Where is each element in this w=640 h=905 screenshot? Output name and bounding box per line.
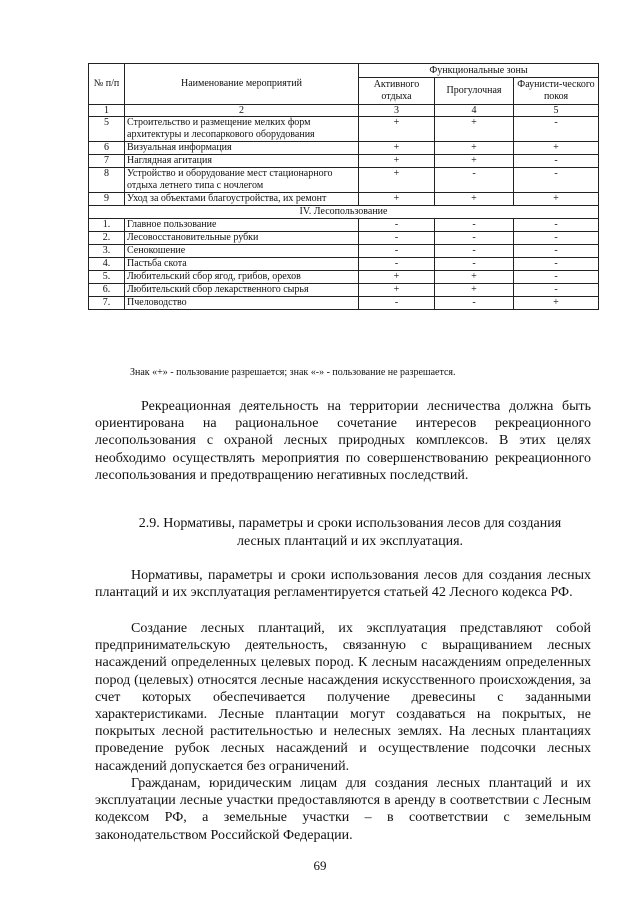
row-num: 6. xyxy=(89,284,125,297)
table-row xyxy=(89,155,599,168)
page-number: 69 xyxy=(313,858,327,873)
paragraph-plantations: Создание лесных плантаций, их эксплуатация представляют собой предпринимательскую деятельность, связанную с выращиванием лесных насаждений определенных целевых пород. К лесным насаждениям определенных пород (целевых) относятся лесные насаждения искусственного происхождения, за счет которых обеспечивается получение древесины с заданными характеристиками. Лесные плантации могут создаваться на покрытых, не покрытых лесной растительностью и нелесных землях. На лесных плантациях проведение рубок лесных насаждений и осуществление подсочки лесных насаждений допускается без ограничений. xyxy=(95,621,591,774)
functional-zones-table xyxy=(88,63,599,310)
row-walk: - xyxy=(435,232,514,245)
row-walk: + xyxy=(435,117,514,142)
row-walk: - xyxy=(435,258,514,271)
row-active: + xyxy=(359,284,435,297)
paragraph-recreation: Рекреационная деятельность на территории лесничества должна быть ориентирована на рациональное сочетание интересов рекреационного лесопользования с охраной лесных природных комплексов. В этих целях необходимо осуществлять мероприятия по совершенствованию рекреационного лесопользования и предотвращению негативных последствий. xyxy=(95,399,591,483)
row-name: Сенокошение xyxy=(125,245,359,258)
header-name: Наименование мероприятий xyxy=(125,64,359,105)
row-num: 8 xyxy=(89,168,125,193)
row-num: 5 xyxy=(89,117,125,142)
header-zone-active: Активного отдыха xyxy=(359,78,435,105)
section-title: IV. Лесопользование xyxy=(89,206,599,219)
row-walk: - xyxy=(435,219,514,232)
index-cell: 3 xyxy=(359,105,435,117)
section-heading-line2: лесных плантаций и их эксплуатация. xyxy=(236,534,464,549)
row-fauna: - xyxy=(514,245,599,258)
row-num: 2. xyxy=(89,232,125,245)
row-num: 7 xyxy=(89,155,125,168)
row-fauna: - xyxy=(514,232,599,245)
row-name: Строительство и размещение мелких форм архитектуры и лесопаркового оборудования xyxy=(125,117,359,142)
table-row xyxy=(89,271,599,284)
table-row xyxy=(89,297,599,310)
header-zone-walk: Прогулочная xyxy=(435,78,514,105)
row-active: - xyxy=(359,258,435,271)
index-cell: 2 xyxy=(125,105,359,117)
row-name: Любительский сбор лекарственного сырья xyxy=(125,284,359,297)
row-name: Наглядная агитация xyxy=(125,155,359,168)
row-name: Лесовосстановительные рубки xyxy=(125,232,359,245)
section-row xyxy=(89,206,599,219)
row-fauna: + xyxy=(514,297,599,310)
row-name: Устройство и оборудование мест стационарного отдыха летнего типа с ночлегом xyxy=(125,168,359,193)
header-zone-fauna: Фаунисти-ческого покоя xyxy=(514,78,599,105)
row-active: - xyxy=(359,219,435,232)
row-active: + xyxy=(359,271,435,284)
table-row xyxy=(89,219,599,232)
row-walk: + xyxy=(435,142,514,155)
row-walk: - xyxy=(435,297,514,310)
row-name: Пчеловодство xyxy=(125,297,359,310)
row-active: + xyxy=(359,117,435,142)
row-num: 9 xyxy=(89,193,125,206)
row-num: 6 xyxy=(89,142,125,155)
row-active: - xyxy=(359,297,435,310)
table-legend-note: Знак «+» - пользование разрешается; знак «-» - пользование не разрешается. xyxy=(130,367,456,378)
row-active: + xyxy=(359,193,435,206)
table-row xyxy=(89,258,599,271)
row-name: Любительский сбор ягод, грибов, орехов xyxy=(125,271,359,284)
paragraph-lease: Гражданам, юридическим лицам для создания лесных плантаций и их эксплуатации лесные участки предоставляются в аренду в соответствии с Лесным кодексом РФ, а земельные участки – в соответствии с земельным законодательством Российской Федерации. xyxy=(95,776,591,843)
row-walk: + xyxy=(435,155,514,168)
row-num: 4. xyxy=(89,258,125,271)
table-row xyxy=(89,117,599,142)
row-num: 3. xyxy=(89,245,125,258)
row-walk: - xyxy=(435,168,514,193)
row-fauna: - xyxy=(514,284,599,297)
row-walk: + xyxy=(435,284,514,297)
index-row xyxy=(89,105,599,117)
row-num: 1. xyxy=(89,219,125,232)
table-row xyxy=(89,142,599,155)
index-cell: 4 xyxy=(435,105,514,117)
row-active: + xyxy=(359,142,435,155)
table-row xyxy=(89,193,599,206)
row-fauna: - xyxy=(514,155,599,168)
section-heading-line1: 2.9. Нормативы, параметры и сроки использования лесов для создания xyxy=(138,516,562,531)
table-row xyxy=(89,245,599,258)
paragraph-norms: Нормативы, параметры и сроки использования лесов для создания лесных плантаций и их эксплуатация регламентируется статьей 42 Лесного кодекса РФ. xyxy=(95,568,591,601)
row-name: Главное пользование xyxy=(125,219,359,232)
row-walk: - xyxy=(435,245,514,258)
table-row xyxy=(89,284,599,297)
row-name: Визуальная информация xyxy=(125,142,359,155)
row-fauna: + xyxy=(514,142,599,155)
row-num: 5. xyxy=(89,271,125,284)
row-fauna: + xyxy=(514,193,599,206)
row-walk: + xyxy=(435,271,514,284)
header-num: № п/п xyxy=(89,64,125,105)
row-fauna: - xyxy=(514,117,599,142)
row-fauna: - xyxy=(514,168,599,193)
row-num: 7. xyxy=(89,297,125,310)
row-active: - xyxy=(359,245,435,258)
row-name: Пастьба скота xyxy=(125,258,359,271)
section-heading xyxy=(100,515,600,551)
index-cell: 5 xyxy=(514,105,599,117)
row-active: + xyxy=(359,155,435,168)
header-zones: Функциональные зоны xyxy=(359,64,599,78)
index-cell: 1 xyxy=(89,105,125,117)
table-row xyxy=(89,232,599,245)
row-fauna: - xyxy=(514,219,599,232)
row-active: - xyxy=(359,232,435,245)
row-name: Уход за объектами благоустройства, их ремонт xyxy=(125,193,359,206)
row-walk: + xyxy=(435,193,514,206)
row-fauna: - xyxy=(514,258,599,271)
row-active: + xyxy=(359,168,435,193)
table-row xyxy=(89,168,599,193)
row-fauna: - xyxy=(514,271,599,284)
